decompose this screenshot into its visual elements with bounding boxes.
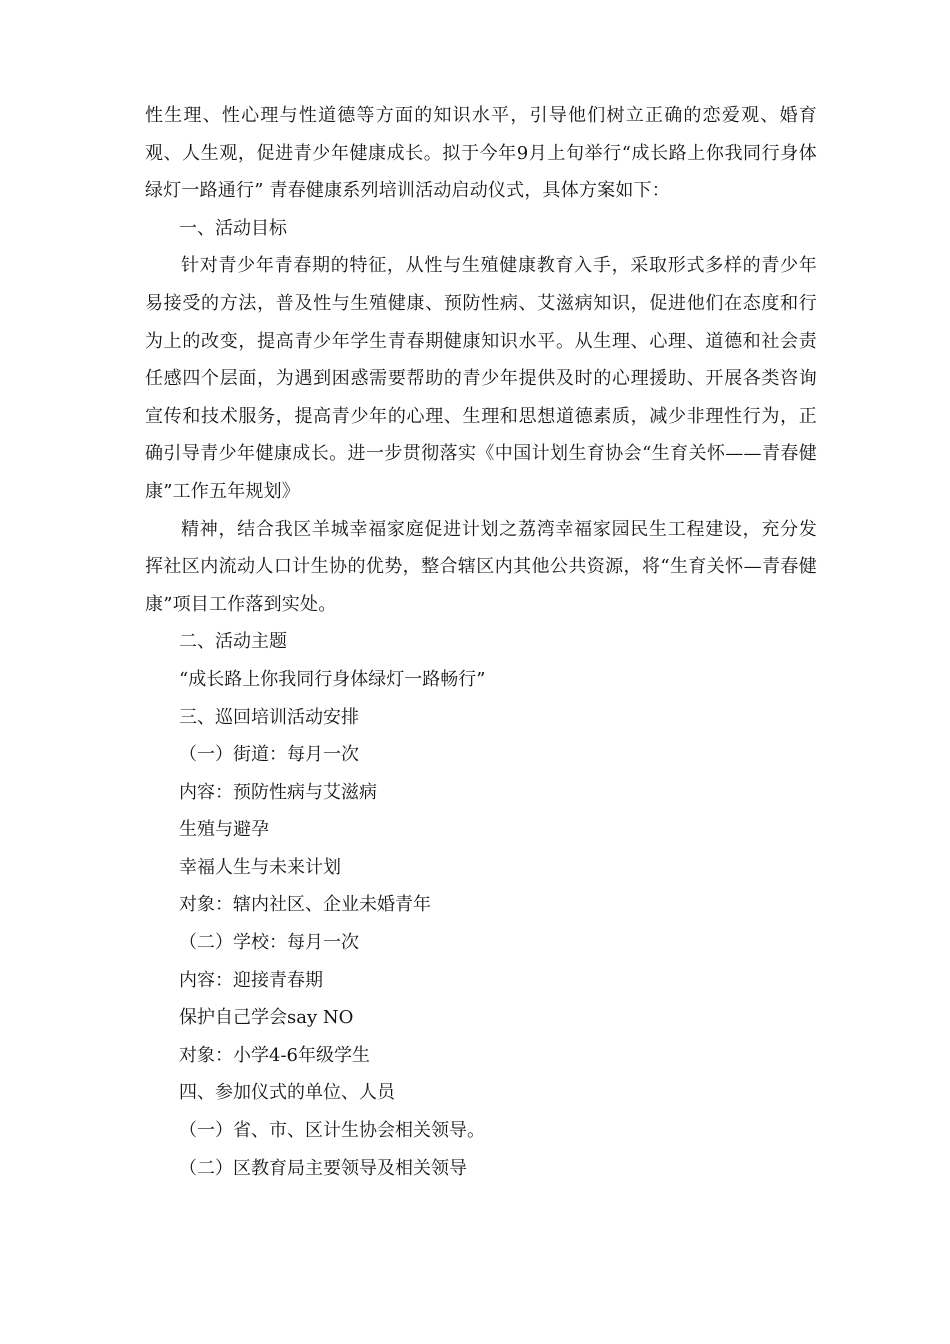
school-audience: 对象：小学4-6年级学生 (179, 1044, 370, 1066)
participant-item: （二）区教育局主要领导及相关领导 (179, 1157, 467, 1179)
spirit-paragraph: 精神，结合我区羊城幸福家庭促进计划之荔湾幸福家园民生工程建设，充分发挥社区内流动人口计生协的优势，整合辖区内其他公共资源，将“生育关怀—青春健康”项目工作落到实处。 (145, 518, 817, 615)
section-heading-participants: 四、参加仪式的单位、人员 (179, 1082, 395, 1104)
intro-paragraph: 性生理、性心理与性道德等方面的知识水平，引导他们树立正确的恋爱观、婚育观、人生观，促进青少年健康成长。拟于今年9月上旬举行“成长路上你我同行身体绿灯一路通行” 青春健康系列培训活动启动仪式，具体方案如下： (145, 105, 817, 202)
school-content: 内容：迎接青春期 (179, 969, 323, 991)
street-content-item: 幸福人生与未来计划 (179, 856, 341, 878)
school-content-item: 保护自己学会say NO (179, 1007, 354, 1029)
section-heading-schedule: 三、巡回培训活动安排 (179, 706, 359, 728)
street-content-item: 生殖与避孕 (179, 819, 269, 841)
section-heading-theme: 二、活动主题 (179, 631, 287, 653)
street-audience: 对象：辖内社区、企业未婚青年 (179, 894, 431, 916)
theme-text: “成长路上你我同行身体绿灯一路畅行” (179, 668, 486, 690)
schedule-school: （二）学校：每月一次 (179, 932, 359, 954)
street-content: 内容：预防性病与艾滋病 (179, 781, 377, 803)
goals-paragraph: 针对青少年青春期的特征，从性与生殖健康教育入手，采取形式多样的青少年易接受的方法，普及性与生殖健康、预防性病、艾滋病知识，促进他们在态度和行为上的改变，提高青少年学生青春期健康知识水平。从生理、心理、道德和社会责任感四个层面，为遇到困惑需要帮助的青少年提供及时的心理援助、开展各类咨询宣传和技术服务，提高青少年的心理、生理和思想道德素质，减少非理性行为，正确引导青少年健康成长。进一步贯彻落实《中国计划生育协会“生育关怀——青春健康”工作五年规划》 (145, 255, 817, 502)
participant-item: （一）省、市、区计生协会相关领导。 (179, 1120, 485, 1142)
document-body (145, 97, 817, 1187)
schedule-street: （一）街道：每月一次 (179, 744, 359, 766)
section-heading-goals: 一、活动目标 (179, 217, 287, 239)
